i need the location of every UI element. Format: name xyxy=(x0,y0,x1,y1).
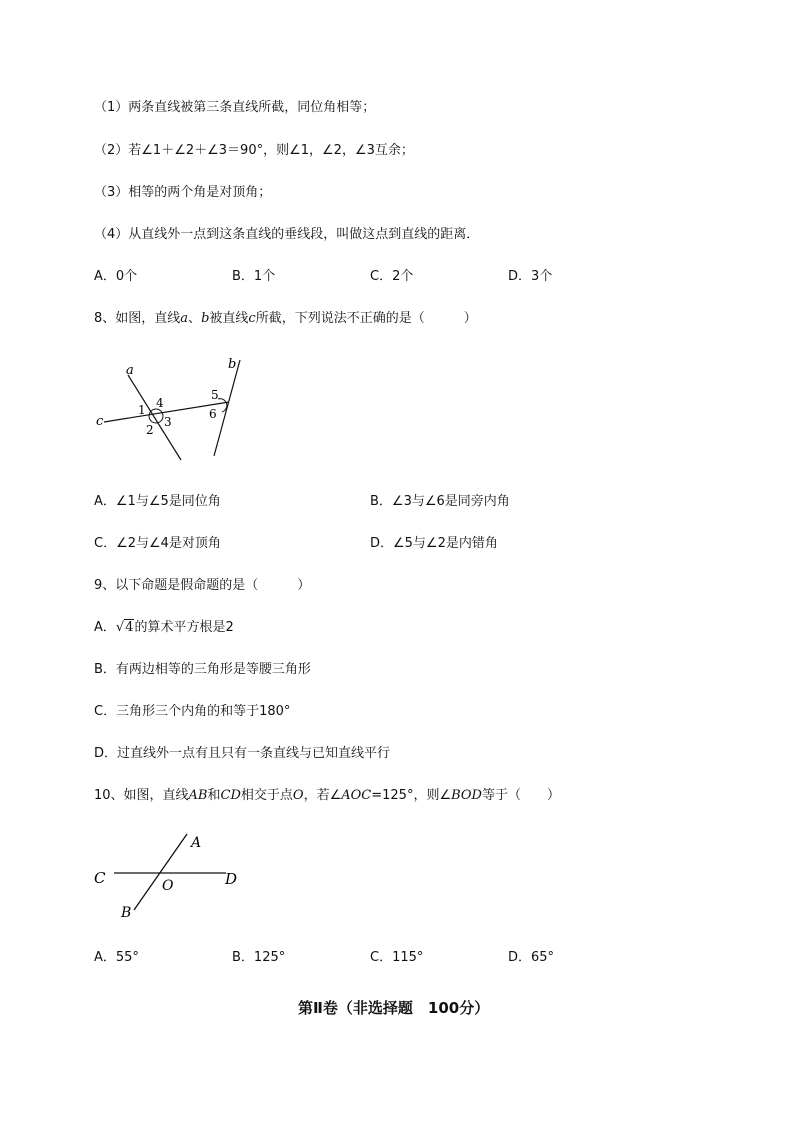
q7-option-a: A．0个 xyxy=(94,269,138,284)
q10-option-c: C．115° xyxy=(370,950,424,965)
q9-option-d: D．过直线外一点有且只有一条直线与已知直线平行 xyxy=(94,746,391,761)
label-A: A xyxy=(191,835,202,851)
label-a: a xyxy=(126,363,134,378)
statement-4: （4）从直线外一点到这条直线的垂线段，叫做这点到直线的距离． xyxy=(94,227,480,242)
label-b: b xyxy=(228,357,237,372)
label-O: O xyxy=(162,878,174,894)
q8-option-c: C．∠2与∠4是对顶角 xyxy=(94,536,221,551)
q10-stem: 10、如图，直线AB和CD相交于点O，若∠AOC=125°，则∠BOD等于（ ） xyxy=(94,788,560,803)
angle-5-label: 5 xyxy=(211,388,219,402)
q10-figure xyxy=(90,828,250,923)
label-B: B xyxy=(121,905,132,921)
section-title: 第Ⅱ卷（非选择题 100分） xyxy=(298,999,490,1017)
q7-option-c: C．2个 xyxy=(370,269,414,284)
q10-option-b: B．125° xyxy=(232,950,286,965)
q10-option-a: A．55° xyxy=(94,950,139,965)
label-D: D xyxy=(225,870,238,888)
q9-option-a: A．√4的算术平方根是2 xyxy=(94,620,234,635)
angle-4-label: 4 xyxy=(156,396,164,410)
label-c: c xyxy=(96,414,104,429)
angle-1-label: 1 xyxy=(138,403,146,417)
q8-option-b: B．∠3与∠6是同旁内角 xyxy=(370,494,510,509)
q8-option-d: D．∠5与∠2是内错角 xyxy=(370,536,498,551)
statement-1: （1）两条直线被第三条直线所截，同位角相等； xyxy=(94,100,376,115)
line-b xyxy=(214,360,240,456)
q9-stem: 9、以下命题是假命题的是（ ） xyxy=(94,578,311,593)
radicand: 4 xyxy=(125,620,134,635)
q8-option-a: A．∠1与∠5是同位角 xyxy=(94,494,221,509)
angle-marker-b xyxy=(218,399,227,412)
statement-2: （2）若∠1＋∠2＋∠3＝90°，则∠1，∠2，∠3互余； xyxy=(94,143,414,158)
q9-option-c: C．三角形三个内角的和等于180° xyxy=(94,704,291,719)
line-ab xyxy=(134,834,187,910)
q8-stem: 8、如图，直线a、b被直线c所截，下列说法不正确的是（ ） xyxy=(94,311,477,326)
angle-2-label: 2 xyxy=(146,423,154,437)
q9-option-b: B．有两边相等的三角形是等腰三角形 xyxy=(94,662,311,677)
angle-6-label: 6 xyxy=(209,407,217,421)
q8-figure xyxy=(90,352,260,467)
label-C: C xyxy=(94,869,106,887)
q7-option-b: B．1个 xyxy=(232,269,276,284)
angle-3-label: 3 xyxy=(164,415,172,429)
statement-3: （3）相等的两个角是对顶角； xyxy=(94,185,272,200)
q7-option-d: D．3个 xyxy=(508,269,553,284)
line-a xyxy=(128,375,181,460)
sqrt-icon: √ xyxy=(115,620,125,635)
q10-option-d: D．65° xyxy=(508,950,555,965)
